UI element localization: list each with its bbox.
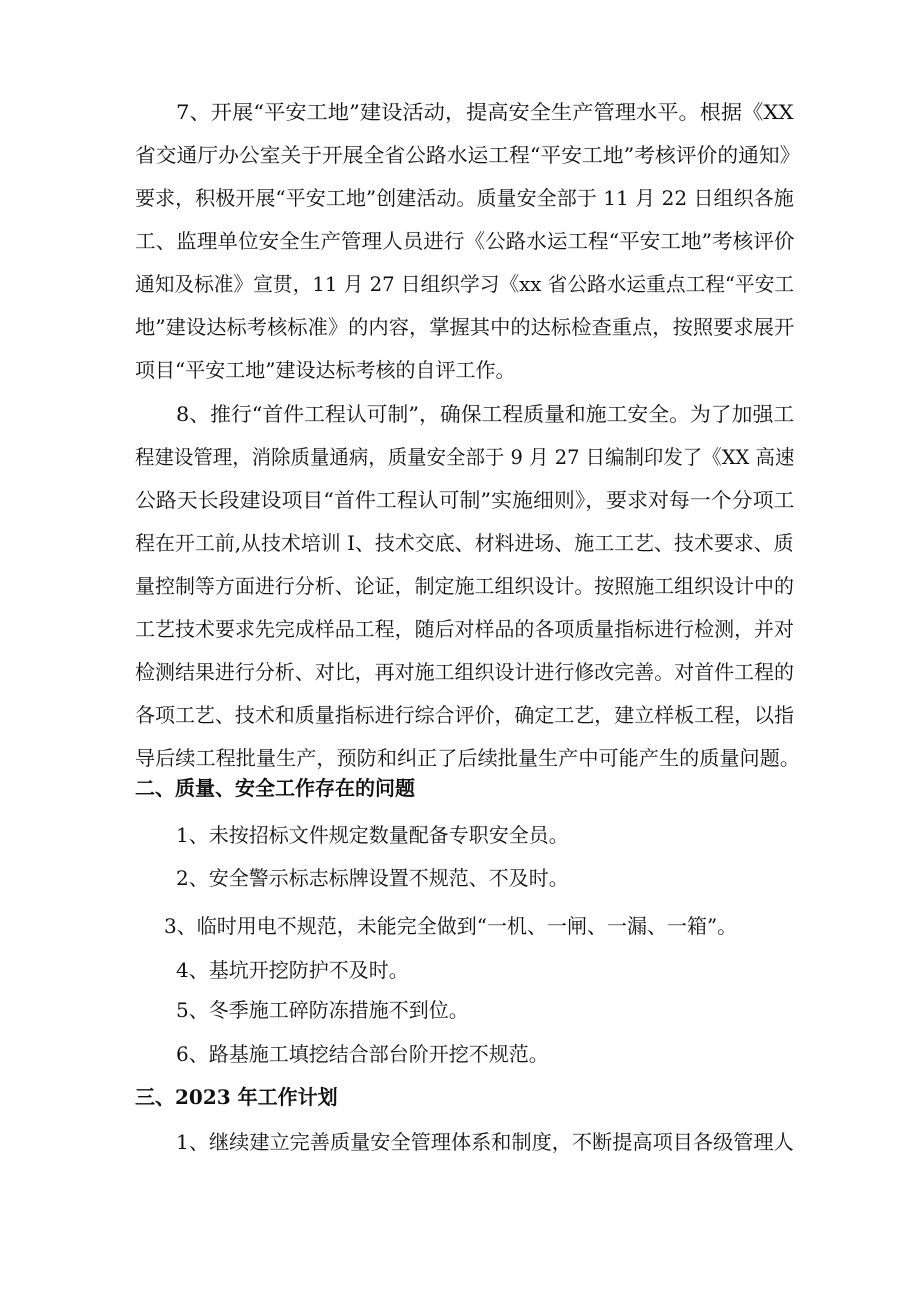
section-3-item-1: 1、继续建立完善质量安全管理体系和制度，不断提高项目各级管理人 [176,1130,794,1154]
paragraph-7-line-7: 项目“平安工地”建设达标考核的自评工作。 [135,358,516,382]
section-2-item-6: 6、路基施工填挖结合部台阶开挖不规范。 [176,1042,549,1066]
section-3-heading: 三、2023 年工作计划 [135,1085,338,1109]
paragraph-7-line-2: 省交通厅办公室关于开展全省公路水运工程“平安工地”考核评价的通知》 [135,143,801,167]
paragraph-8-line-8: 各项工艺、技术和质量指标进行综合评价，确定工艺，建立样板工程，以指 [135,703,794,727]
paragraph-8-line-3: 公路天长段建设项目“首件工程认可制”实施细则》，要求对每一个分项工 [135,488,795,512]
paragraph-7-line-6: 地”建设达标考核标准》的内容，掌握其中的达标检查重点，按照要求展开 [135,315,795,339]
paragraph-8-line-1: 8、推行“首件工程认可制”，确保工程质量和施工安全。为了加强工 [176,402,795,426]
paragraph-7-line-3: 要求，积极开展“平安工地”创建活动。质量安全部于 11 月 22 日组织各施 [135,186,794,210]
paragraph-8-line-7: 检测结果进行分析、对比，再对施工组织设计进行修改完善。对首件工程的 [135,660,794,684]
paragraph-8-line-6: 工艺技术要求先完成样品工程，随后对样品的各项质量指标进行检测，并对 [135,617,794,641]
section-2-item-2: 2、安全警示标志标牌设置不规范、不及时。 [176,866,569,890]
paragraph-7-line-5: 通知及标准》宣贯，11 月 27 日组织学习《xx 省公路水运重点工程“平安工 [135,272,795,296]
paragraph-8-line-5: 量控制等方面进行分析、论证，制定施工组织设计。按照施工组织设计中的 [135,574,794,598]
paragraph-7-line-1: 7、开展“平安工地”建设活动，提高安全生产管理水平。根据《XX [176,100,794,124]
section-2-item-3: 3、临时用电不规范，未能完全做到“一机、一闸、一漏、一箱”。 [164,914,738,938]
paragraph-7-line-4: 工、监理单位安全生产管理人员进行《公路水运工程“平安工地”考核评价 [135,229,795,253]
paragraph-8-line-9: 导后续工程批量生产，预防和纠正了后续批量生产中可能产生的质量问题。 [135,746,800,770]
section-2-heading: 二、质量、安全工作存在的问题 [135,776,415,800]
section-2-item-5: 5、冬季施工碎防冻措施不到位。 [176,998,469,1022]
section-2-item-4: 4、基坑开挖防护不及时。 [176,958,409,982]
paragraph-8-line-4: 程在开工前,从技术培训 I、技术交底、材料进场、施工工艺、技术要求、质 [135,531,794,555]
section-2-item-1: 1、未按招标文件规定数量配备专职安全员。 [176,823,569,847]
paragraph-8-line-2: 程建设管理，消除质量通病，质量安全部于 9 月 27 日编制印发了《XX 高速 [135,445,795,469]
